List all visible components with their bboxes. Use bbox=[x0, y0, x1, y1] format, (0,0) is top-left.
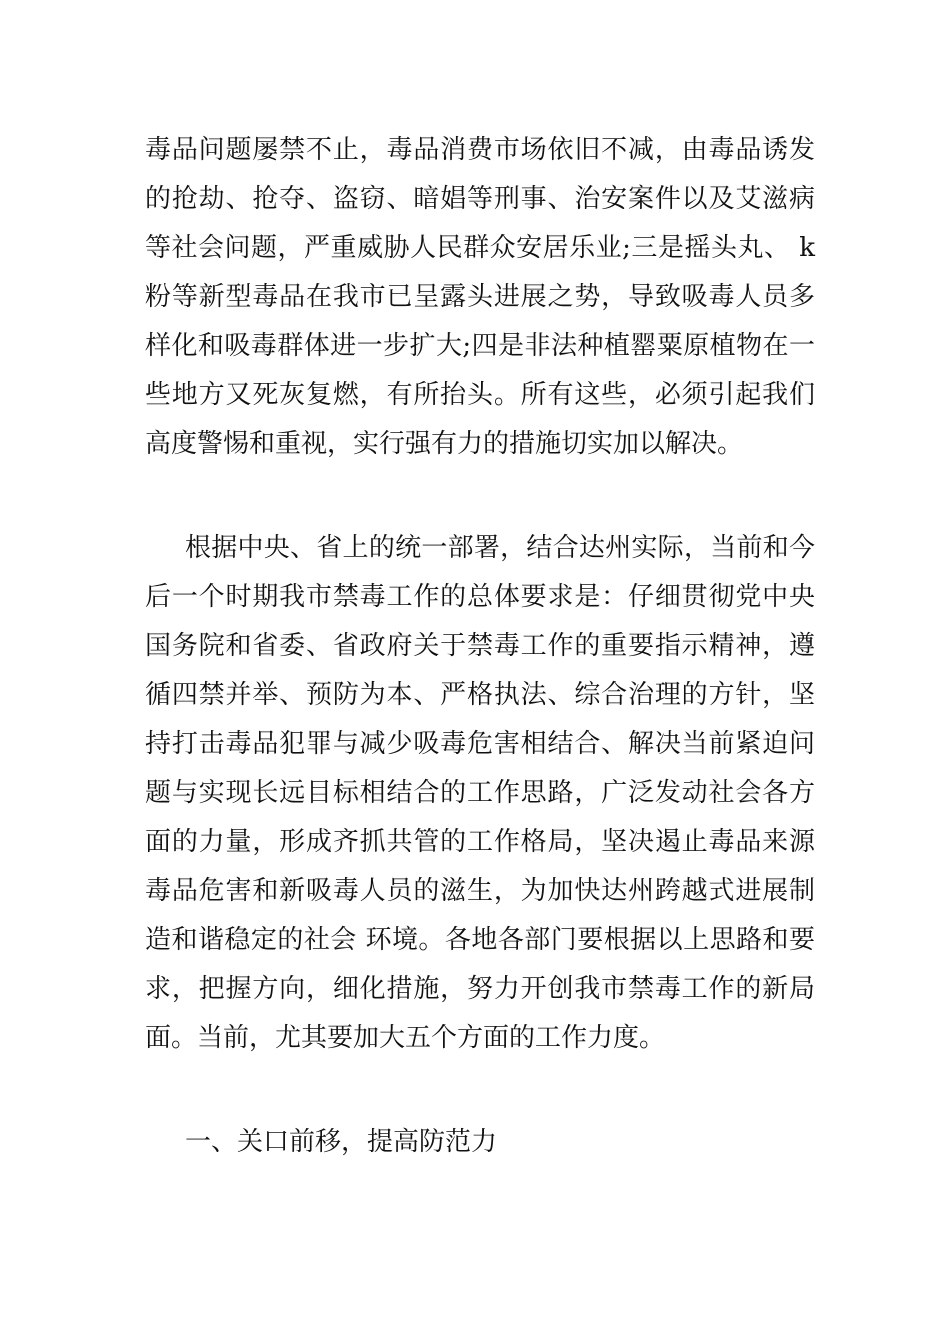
paragraph-line: 根据中央、省上的统一部署，结合达州实际，当前和今 bbox=[185, 533, 815, 563]
paragraph-line: 毒品问题屡禁不止，毒品消费市场依旧不减，由毒品诱发 bbox=[145, 135, 815, 165]
paragraph-line: 面。当前，尤其要加大五个方面的工作力度。 bbox=[145, 1023, 666, 1053]
paragraph-line: 样化和吸毒群体进一步扩大;四是非法种植罂粟原植物在一 bbox=[145, 331, 815, 361]
section-heading: 一、关口前移，提高防范力 bbox=[185, 1127, 498, 1157]
paragraph-line: 持打击毒品犯罪与减少吸毒危害相结合、解决当前紧迫问 bbox=[145, 729, 815, 759]
paragraph-line: 循四禁并举、预防为本、严格执法、综合治理的方针，坚 bbox=[145, 680, 815, 710]
paragraph-line: 国务院和省委、省政府关于禁毒工作的重要指示精神，遵 bbox=[145, 631, 815, 661]
paragraph-line: 造和谐稳定的社会 环境。各地各部门要根据以上思路和要 bbox=[145, 925, 815, 955]
paragraph-line: 些地方又死灰复燃，有所抬头。所有这些，必须引起我们 bbox=[145, 380, 815, 410]
paragraph-line: 求，把握方向，细化措施，努力开创我市禁毒工作的新局 bbox=[145, 974, 815, 1004]
paragraph-line: 粉等新型毒品在我市已呈露头进展之势，导致吸毒人员多 bbox=[145, 282, 815, 312]
paragraph-line: 后一个时期我市禁毒工作的总体要求是：仔细贯彻党中央 bbox=[145, 582, 815, 612]
paragraph-line: 等社会问题，严重威胁人民群众安居乐业;三是摇头丸、 k bbox=[145, 233, 815, 263]
paragraph-line: 毒品危害和新吸毒人员的滋生，为加快达州跨越式进展制 bbox=[145, 876, 815, 906]
paragraph-line: 题与实现长远目标相结合的工作思路，广泛发动社会各方 bbox=[145, 778, 815, 808]
paragraph-line: 高度警惕和重视，实行强有力的措施切实加以解决。 bbox=[145, 429, 744, 459]
paragraph-line: 的抢劫、抢夺、盗窃、暗娼等刑事、治安案件以及艾滋病 bbox=[145, 184, 815, 214]
paragraph-line: 面的力量，形成齐抓共管的工作格局，坚决遏止毒品来源 bbox=[145, 827, 815, 857]
